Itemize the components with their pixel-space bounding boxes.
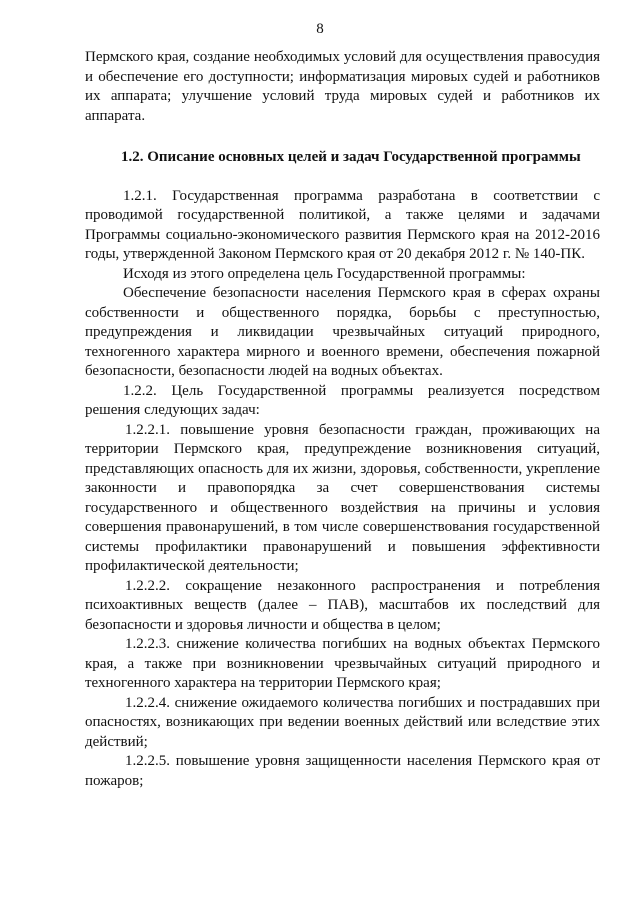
paragraph-1-2-1: 1.2.1. Государственная программа разработана в соответствии с проводимой государственной политикой, а также целями и задачами Программы социально-экономического развития Пермского края на 2012-2016 годы, утвержденной Законом Пермского края от 20 декабря 2012 г. № 140-ПК. — [85, 187, 600, 262]
goal-intro-paragraph: Исходя из этого определена цель Государственной программы: — [123, 265, 526, 282]
goal-paragraph: Обеспечение безопасности населения Пермского края в сферах охраны собственности и общественного порядка, борьбы с преступностью, предупреждения и ликвидации чрезвычайных ситуаций природного, техногенного характера мирного и военного времени, обеспечения пожарной безопасности, безопасности людей на водных объектах. — [85, 285, 600, 379]
document-body — [85, 48, 600, 791]
paragraph-1-2-2-1: 1.2.2.1. повышение уровня безопасности граждан, проживающих на территории Пермского края, предупреждение возникновения ситуаций, представляющих опасность для их жизни, здоровья, собственности, укрепление законности и правопорядка за счет совершенствования системы государственного и общественного воздействия на причины и условия совершения правонарушений, в том числе совершенствования государственной системы профилактики правонарушений и повышения эффективности профилактической деятельности; — [85, 421, 600, 574]
paragraph-1-2-2-5: 1.2.2.5. повышение уровня защищенности населения Пермского края от пожаров; — [85, 753, 600, 789]
paragraph-1-2-2-3: 1.2.2.3. снижение количества погибших на водных объектах Пермского края, а также при возникновении чрезвычайных ситуаций природного и техногенного характера на территории Пермского края; — [85, 636, 600, 691]
paragraph-1-2-2-4: 1.2.2.4. снижение ожидаемого количества погибших и пострадавших при опасностях, возникающих при ведении военных действий или вследствие этих действий; — [85, 694, 600, 750]
page-number: 8 — [316, 21, 324, 37]
paragraph-1-2-2-2: 1.2.2.2. сокращение незаконного распространения и потребления психоактивных веществ (далее – ПАВ), масштабов их последствий для безопасности и здоровья личности и общества в целом; — [85, 577, 600, 633]
section-heading: 1.2. Описание основных целей и задач Государственной программы — [121, 149, 581, 165]
intro-paragraph: Пермского края, создание необходимых условий для осуществления правосудия и обеспечение его доступности; информатизация мировых судей и работников их аппарата; улучшение условий труда мировых судей и работников их аппарата. — [85, 49, 600, 124]
paragraph-1-2-2: 1.2.2. Цель Государственной программы реализуется посредством решения следующих задач: — [85, 382, 600, 418]
